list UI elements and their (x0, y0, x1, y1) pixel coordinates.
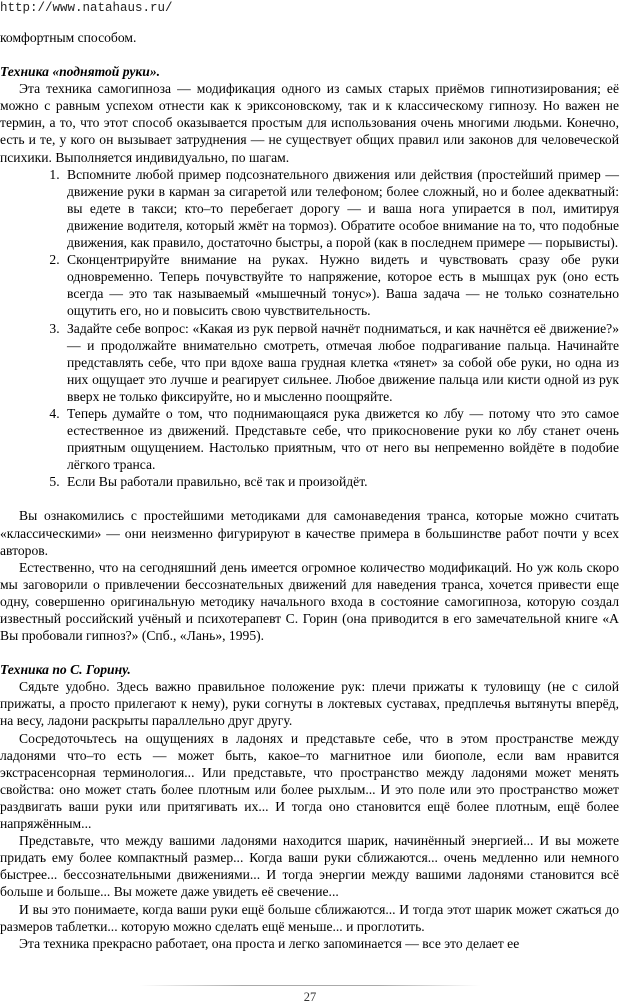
body-paragraph: Вы ознакомились с простейшими методиками для самонаведения транса, которые можно считать «классическими» — они неизменно фигурируют в качестве примера в большинстве работ почти у всех авторов. (0, 508, 619, 558)
intro-line: комфортным способом. (0, 30, 137, 45)
body-paragraph: Представьте, что между вашими ладонями находится шарик, начинённый энергией... И вы можете придать ему более компактный размер... Когда ваши руки сближаются... очень медленно или немного быстрее... бессознательными движениями... И тогда энергии между вашими ладонями становится всё больше и больше... Вы можете даже увидеть её свечение... (0, 833, 619, 900)
list-item: 3. Задайте себе вопрос: «Какая из рук первой начнёт подниматься, и как начнётся её движение?» — и продолжайте внимательно смотреть, отмечая любое подрагивание пальца. Начинайте представлять себе, что при вдохе ваша грудная клетка «тянет» за собой обе руки, но одна из них ощущает это лучше и реагирует сильнее. Любое движение пальца или кисти одной из рук вверх не только фиксируйте, но и мысленно поощряйте. (63, 320, 619, 405)
spacer (0, 46, 619, 63)
footer-divider (140, 985, 480, 986)
list-item: 1. Вспомните любой пример подсознательного движения или действия (простейший пример — движение руки в карман за сигаретой или телефоном; более сложный, но и более адекватный: вы едете в такси; кто–то перебегает дорогу — и ваша нога упирается в пол, имитируя движение водителя, который жмёт на тормоз). Обратите особое внимание на то, что подобные движения, как правило, достаточно быстры, а порой (как в последнем примере — порывисты). (63, 166, 619, 251)
list-item: 4. Теперь думайте о том, что поднимающаяся рука движется ко лбу — потому что это самое естественное из движений. Представьте себе, что прикосновение руки ко лбу станет очень приятным ощущением. Настолько приятным, что от него вы непременно войдёте в подобие лёгкого транса. (63, 405, 619, 473)
section-intro-paragraph: Эта техника самогипноза — модификация одного из самых старых приёмов гипнотизирования; её можно с равным успехом отнести как к эриксоновскому, так и к классическому гипнозу. Но важен не термин, а то, что этот способ оказывается простым для использования очень многими людьми. Конечно, есть и те, у кого он вызывает затруднения — не существует общих правил или законов для человеческой психики. Выполняется индивидуально, по шагам. (0, 81, 619, 165)
document-body (0, 29, 619, 952)
body-paragraph: И вы это понимаете, когда ваши руки ещё больше сближаются... И тогда этот шарик может сжаться до размеров таблетки... которую можно сделать ещё меньше... и проглотить. (0, 901, 619, 934)
list-item: 5. Если Вы работали правильно, всё так и произойдёт. (63, 473, 619, 490)
body-paragraph: Естественно, что на сегодняшний день имеется огромное количество модификаций. Но уж коль скоро мы заговорили о привлечении бессознательных движений для наведения транса, хочется привести еще одну, совершенно оригинальную методику начального входа в состояние самогипноза, которую создал известный российский учёный и психотерапевт С. Горин (она приводится в его замечательной книге «А Вы пробовали гипноз?» (Спб., «Лань», 1995). (0, 559, 619, 644)
section-heading-gorin: Техника по С. Горину. (0, 662, 131, 678)
section-heading-raised-hand: Техника «поднятой руки». (0, 64, 161, 80)
page-number: 27 (303, 990, 317, 1004)
spacer (0, 644, 619, 661)
body-paragraph: Сядьте удобно. Здесь важно правильное положение рук: плечи прижаты к туловищу (не с силой прижаты, а просто прилегают к нему), руки согнуты в локтевых суставах, предплечья вытянуты вперёд, на весу, ладони раскрыты параллельно друг другу. (0, 679, 619, 729)
steps-list (0, 166, 619, 491)
body-paragraph: Сосредоточьтесь на ощущениях в ладонях и представьте себе, что в этом пространстве между ладонями что–то есть — может быть, какое–то магнитное или биополе, если вам нравится экстрасенсорная терминология... Или представьте, что пространство между ладонями может менять свойства: оно может стать более плотным или более рыхлым... И это поле или это пространство может раздвигать ваши руки или притягивать их... И тогда оно становится ещё более плотным, ещё более напряжённым... (0, 730, 619, 832)
source-url[interactable]: http://www.natahaus.ru/ (0, 1, 173, 15)
spacer (0, 490, 619, 507)
list-item: 2. Сконцентрируйте внимание на руках. Нужно видеть и чувствовать сразу обе руки одновременно. Теперь почувствуйте то напряжение, которое есть в мышцах рук (оно есть всегда — это так называемый «мышечный тонус»). Ваша задача — не только сознательно ощутить его, но и повысить свою чувствительность. (63, 251, 619, 319)
body-paragraph: Эта техника прекрасно работает, она проста и легко запоминается — все это делает ее (19, 935, 520, 951)
